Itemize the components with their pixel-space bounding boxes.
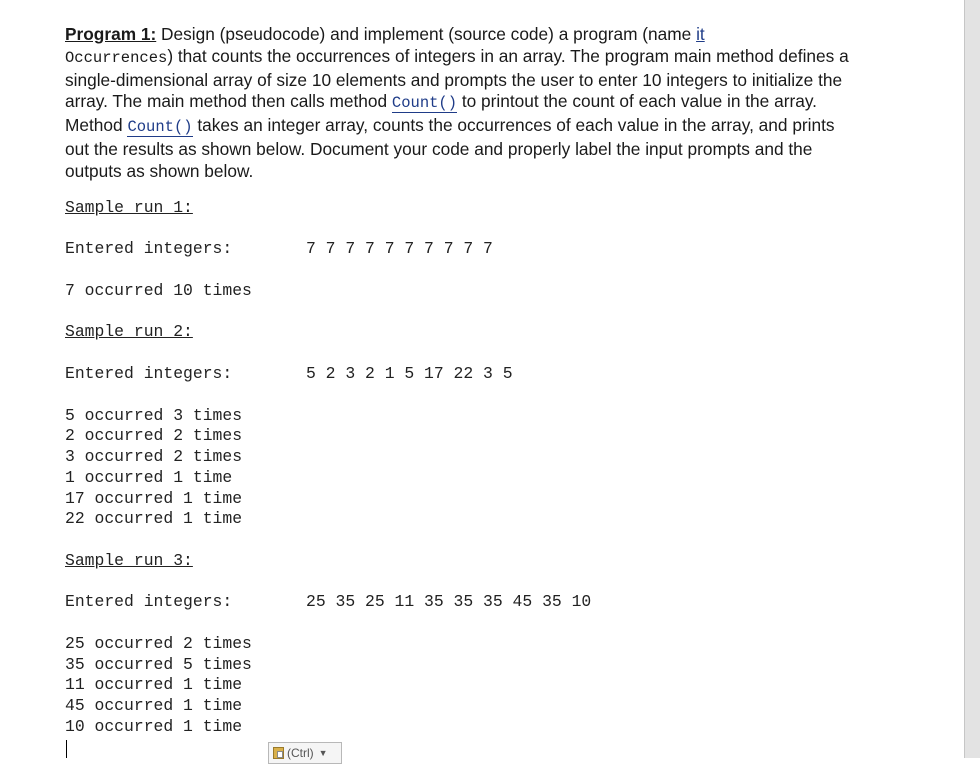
sample-run-1-prompt: Entered integers: — [65, 239, 233, 258]
sample-run-2-output-line: 2 occurred 2 times — [65, 426, 243, 445]
text-cursor[interactable] — [66, 740, 67, 758]
sample-run-3-output-line: 45 occurred 1 time — [65, 696, 243, 715]
program-label: Program 1: — [65, 24, 157, 44]
sample-run-1-input: 7 7 7 7 7 7 7 7 7 7 — [306, 239, 493, 258]
sample-run-2-input: 5 2 3 2 1 5 17 22 3 5 — [306, 364, 513, 383]
sample-run-3-output-line: 25 occurred 2 times — [65, 634, 252, 653]
sample-run-2-output-line: 17 occurred 1 time — [65, 489, 243, 508]
sample-run-3-output-line: 11 occurred 1 time — [65, 675, 243, 694]
sample-run-2-header: Sample run 2: — [65, 322, 193, 341]
sample-run-1-output-line: 7 occurred 10 times — [65, 281, 252, 300]
paste-options-button[interactable] — [268, 742, 342, 764]
paste-options-label: (Ctrl) — [287, 746, 314, 760]
clipboard-icon — [273, 747, 284, 759]
sample-run-2-output-line: 3 occurred 2 times — [65, 447, 243, 466]
sample-run-3-input: 25 35 25 11 35 35 35 45 35 10 — [306, 592, 592, 611]
sample-run-3-output-line: 35 occurred 5 times — [65, 655, 252, 674]
program-name-part1: it — [696, 24, 705, 44]
sample-run-1-header: Sample run 1: — [65, 198, 193, 217]
intro-text-2: ) that counts the occurrences of integers in an array. The program main method defines a single-dimensional array of size 10 elements and prompts the user to enter 10 integers to initialize the array. The main method then calls method — [65, 45, 849, 112]
sample-run-2-output-line: 5 occurred 3 times — [65, 406, 243, 425]
method-count-ref-2: Count() — [127, 118, 193, 137]
method-count-ref-1: Count() — [391, 94, 458, 113]
sample-run-3-prompt: Entered integers: — [65, 592, 233, 611]
chevron-down-icon: ▼ — [318, 748, 328, 758]
sample-run-3-output-line: 10 occurred 1 time — [65, 717, 243, 736]
intro-text-1: Design (pseudocode) and implement (source code) a program (name — [156, 24, 697, 44]
sample-run-2-output-line: 22 occurred 1 time — [65, 509, 243, 528]
intro-text-3: to printout the count of each value in the array. Method — [65, 91, 817, 136]
window-right-edge — [964, 0, 980, 758]
assignment-paragraph — [65, 24, 855, 183]
sample-run-2-prompt: Entered integers: — [65, 364, 233, 383]
sample-run-2-output-line: 1 occurred 1 time — [65, 468, 233, 487]
program-name-part2: Occurrences — [65, 48, 168, 67]
sample-run-3-header: Sample run 3: — [65, 551, 193, 570]
intro-text-4: takes an integer array, counts the occurrences of each value in the array, and prints out the results as shown below. Document your code and properly label the input prompts and the outputs as shown below. — [65, 115, 835, 181]
